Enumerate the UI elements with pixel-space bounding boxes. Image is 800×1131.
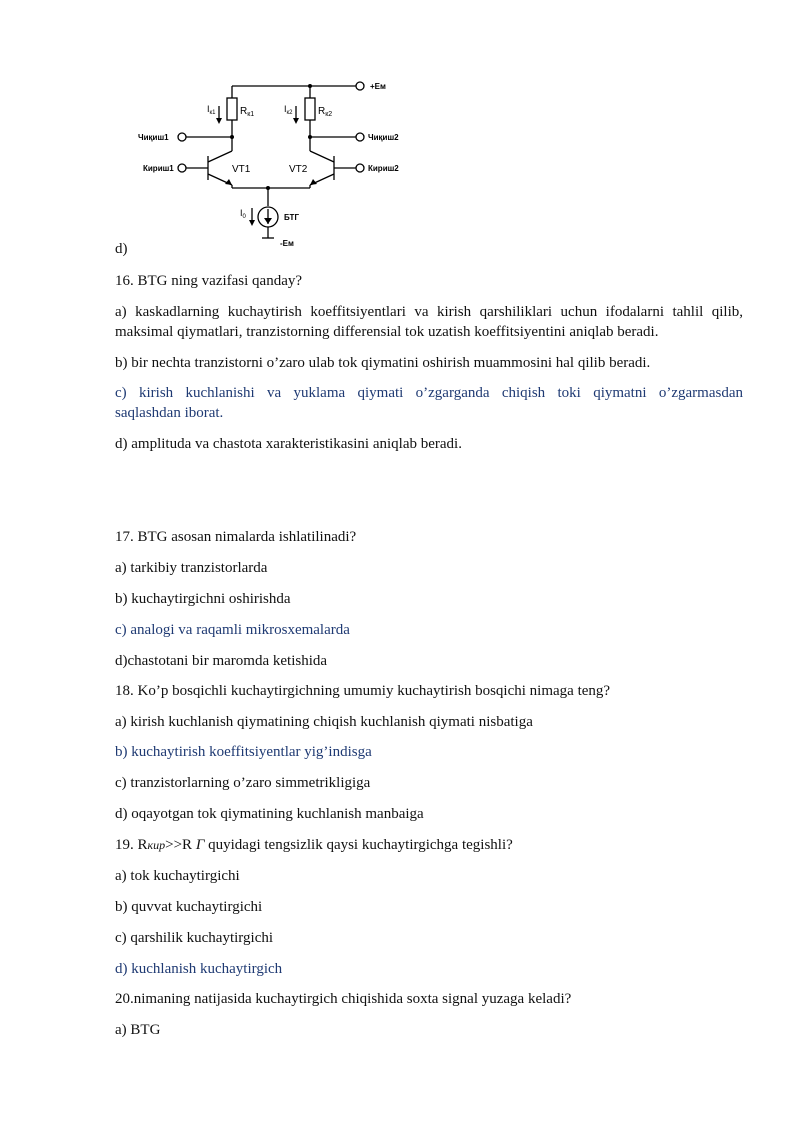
input2-label: Кириш2 (368, 164, 399, 173)
option-d-label: d) (115, 241, 128, 257)
output2-label: Чиқиш2 (368, 133, 399, 142)
differential-amplifier-circuit (128, 76, 418, 251)
q19-option-a: a) tok kuchaytirgichi (115, 868, 240, 884)
q18-option-b: b) kuchaytirish koeffitsiyentlar yig’indisga (115, 744, 372, 760)
q19-option-b: b) quvvat kuchaytirgichi (115, 899, 263, 915)
q16-option-d: d) amplituda va chastota xarakteristikasini aniqlab beradi. (115, 436, 462, 452)
q17-option-a: a) tarkibiy tranzistorlarda (115, 560, 268, 576)
vt2-label: VT2 (289, 164, 308, 175)
q17-option-d: d)chastotani bir maromda ketishida (115, 653, 328, 669)
q19-option-d: d) kuchlanish kuchaytirgich (115, 961, 283, 977)
q20-option-a: a) BTG (115, 1022, 161, 1038)
btg-label: БТГ (284, 213, 299, 222)
ik2-label: $I_{к2}$ (284, 104, 293, 116)
rk2-label: $R_{к2}$ (318, 106, 333, 118)
q16-option-b: b) bir nechta tranzistorni o’zaro ulab tok qiymatini oshirish muammosini hal qilib beradi. (115, 355, 651, 371)
q16-option-c-line2: saqlashdan iborat. (115, 405, 224, 421)
q16-option-a: a) kaskadlarning kuchaytirish koeffitsiyentlari va kirish qarshiliklari uchun ifodalarni tahlil qilib, maksimal qiymatlari, tranzistorning differensial tok uzatish koeffitsiyentini aniqlab beradi. (115, 304, 743, 340)
q17-option-b: b) kuchaytirgichni oshirishda (115, 591, 291, 607)
ik1-label: $I_{к1}$ (207, 104, 216, 116)
input1-label: Кириш1 (143, 164, 174, 173)
q18-option-a: a) kirish kuchlanish qiymatining chiqish kuchlanish qiymati nisbatiga (115, 714, 533, 730)
circuit-wires (178, 82, 364, 238)
supply-negative-label: -Eм (280, 239, 294, 248)
q16-option-c-line1: c) kirish kuchlanishi va yuklama qiymati o’zgarganda chiqish toki qiymatni o’zgarmasdan (115, 385, 743, 401)
q18-option-c: c) tranzistorlarning o’zaro simmetrikligiga (115, 775, 371, 791)
vt1-label: VT1 (232, 164, 251, 175)
rk1-label: $R_{к1}$ (240, 106, 255, 118)
q18-option-d: d) oqayotgan tok qiymatining kuchlanish manbaiga (115, 806, 424, 822)
question-19: 19. Rкир>>R Г quyidagi tengsizlik qaysi kuchaytirgichga tegishli? (115, 837, 513, 853)
question-17: 17. BTG asosan nimalarda ishlatilinadi? (115, 529, 357, 545)
i0-label: $I_0$ (240, 208, 246, 220)
output1-label: Чиқиш1 (138, 133, 169, 142)
supply-positive-label: +Eм (370, 82, 386, 91)
question-20: 20.nimaning natijasida kuchaytirgich chiqishida soxta signal yuzaga keladi? (115, 991, 572, 1007)
question-16: 16. BTG ning vazifasi qanday? (115, 273, 303, 289)
q17-option-c: c) analogi va raqamli mikrosxemalarda (115, 622, 350, 638)
q19-option-c: c) qarshilik kuchaytirgichi (115, 930, 274, 946)
question-18: 18. Ko’p bosqichli kuchaytirgichning umumiy kuchaytirish bosqichi nimaga teng? (115, 683, 611, 699)
